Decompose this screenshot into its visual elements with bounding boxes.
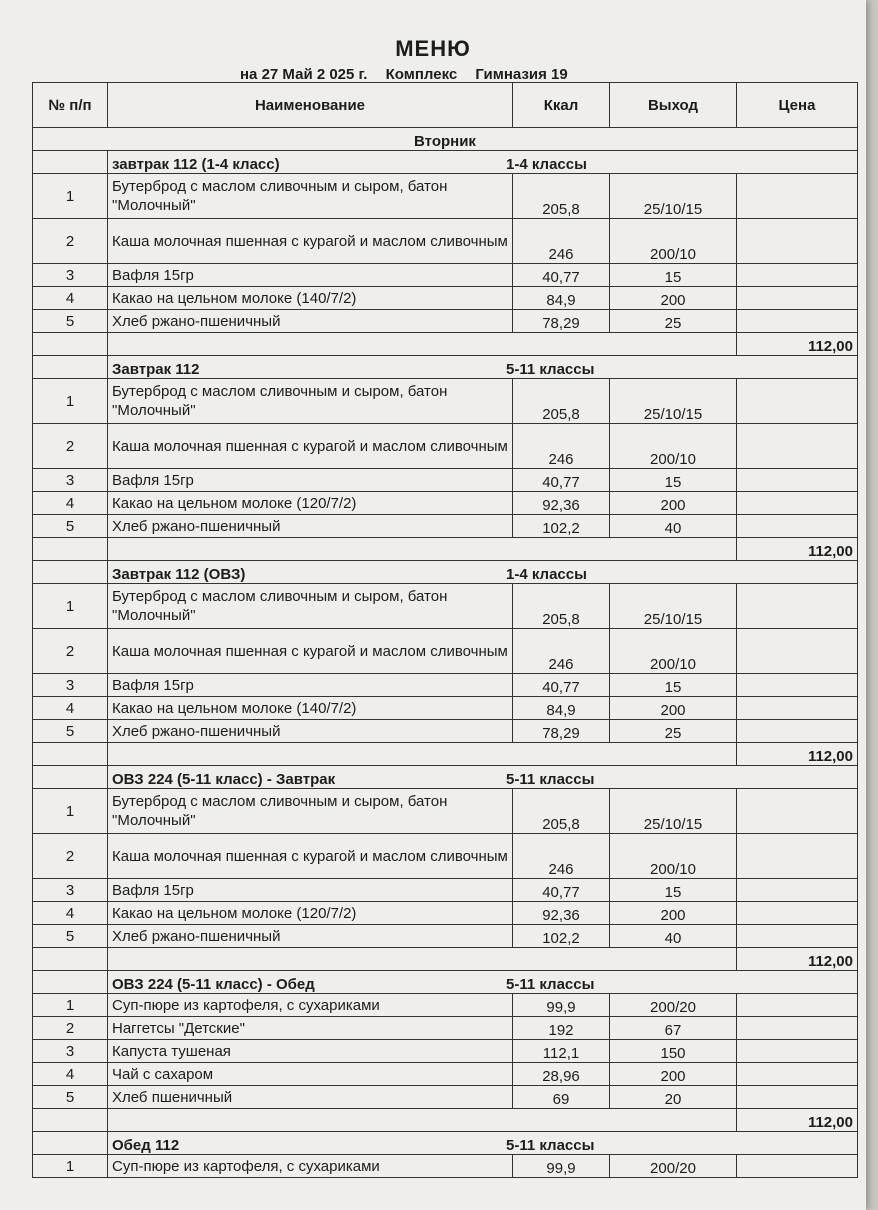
table-row <box>33 902 858 925</box>
item-price <box>737 879 858 902</box>
item-price <box>737 379 858 424</box>
table-row <box>33 310 858 333</box>
item-output: 40 <box>610 515 737 538</box>
item-price <box>737 697 858 720</box>
item-output: 15 <box>610 674 737 697</box>
item-price <box>737 1086 858 1109</box>
table-row <box>33 424 858 469</box>
item-output: 20 <box>610 1086 737 1109</box>
item-kcal: 246 <box>513 219 610 264</box>
item-name: Каша молочная пшенная с курагой и маслом сливочным <box>108 424 513 469</box>
item-price <box>737 994 858 1017</box>
total-empty-cell <box>33 538 108 561</box>
item-number: 3 <box>33 674 108 697</box>
item-price <box>737 674 858 697</box>
item-number: 4 <box>33 697 108 720</box>
total-empty-cell <box>33 743 108 766</box>
item-kcal: 205,8 <box>513 174 610 219</box>
item-number: 5 <box>33 515 108 538</box>
section-total: 112,00 <box>737 538 858 561</box>
section-title-wrap <box>108 361 853 378</box>
page-title: МЕНЮ <box>395 36 471 61</box>
item-price <box>737 492 858 515</box>
item-kcal: 205,8 <box>513 789 610 834</box>
table-row <box>33 379 858 424</box>
total-empty-cell <box>33 948 108 971</box>
table-row <box>33 469 858 492</box>
section-num-cell <box>33 971 108 994</box>
section-grades: 5-11 классы <box>506 1137 595 1154</box>
school-name: Гимназия 19 <box>475 66 568 83</box>
item-name: Бутерброд с маслом сливочным и сыром, батон "Молочный" <box>108 584 513 629</box>
item-price <box>737 902 858 925</box>
section-total-row <box>33 743 858 766</box>
section-grades: 1-4 классы <box>506 156 587 173</box>
item-price <box>737 629 858 674</box>
table-row <box>33 287 858 310</box>
item-output: 200/20 <box>610 994 737 1017</box>
item-name: Какао на цельном молоке (120/7/2) <box>108 492 513 515</box>
item-output: 150 <box>610 1040 737 1063</box>
section-grades: 1-4 классы <box>506 566 587 583</box>
item-number: 5 <box>33 310 108 333</box>
day-row <box>33 128 858 151</box>
menu-table <box>32 82 858 1178</box>
item-name: Вафля 15гр <box>108 264 513 287</box>
section-title-cell <box>108 971 858 994</box>
section-title-cell <box>108 766 858 789</box>
section-title: ОВЗ 224 (5-11 класс) - Завтрак <box>112 771 336 788</box>
section-header-row <box>33 766 858 789</box>
section-num-cell <box>33 356 108 379</box>
item-kcal: 69 <box>513 1086 610 1109</box>
item-name: Бутерброд с маслом сливочным и сыром, батон "Молочный" <box>108 379 513 424</box>
item-number: 4 <box>33 492 108 515</box>
table-row <box>33 1063 858 1086</box>
menu-date: на 27 Май 2 025 г. <box>240 66 368 83</box>
item-price <box>737 515 858 538</box>
section-title-cell <box>108 151 858 174</box>
item-output: 200/10 <box>610 424 737 469</box>
table-row <box>33 264 858 287</box>
item-name: Хлеб ржано-пшеничный <box>108 515 513 538</box>
item-kcal: 92,36 <box>513 492 610 515</box>
section-title-wrap <box>108 156 853 173</box>
item-kcal: 246 <box>513 424 610 469</box>
table-row <box>33 720 858 743</box>
item-name: Бутерброд с маслом сливочным и сыром, батон "Молочный" <box>108 789 513 834</box>
item-price <box>737 834 858 879</box>
section-total-row <box>33 333 858 356</box>
item-output: 25/10/15 <box>610 584 737 629</box>
table-row <box>33 1155 858 1178</box>
item-price <box>737 174 858 219</box>
item-output: 25 <box>610 310 737 333</box>
item-name: Суп-пюре из картофеля, с сухариками <box>108 994 513 1017</box>
col-header-num: № п/п <box>33 83 108 128</box>
item-output: 200/20 <box>610 1155 737 1178</box>
item-kcal: 92,36 <box>513 902 610 925</box>
section-title-wrap <box>108 566 853 583</box>
item-name: Хлеб ржано-пшеничный <box>108 310 513 333</box>
section-num-cell <box>33 1132 108 1155</box>
item-name: Вафля 15гр <box>108 469 513 492</box>
col-header-output: Выход <box>610 83 737 128</box>
item-number: 3 <box>33 879 108 902</box>
item-name: Хлеб ржано-пшеничный <box>108 925 513 948</box>
table-row <box>33 674 858 697</box>
table-row <box>33 584 858 629</box>
item-number: 2 <box>33 834 108 879</box>
section-num-cell <box>33 766 108 789</box>
item-kcal: 78,29 <box>513 310 610 333</box>
section-title: Завтрак 112 <box>112 361 200 378</box>
table-row <box>33 515 858 538</box>
table-row <box>33 925 858 948</box>
item-kcal: 40,77 <box>513 879 610 902</box>
item-number: 4 <box>33 902 108 925</box>
total-spacer-cell <box>108 1109 737 1132</box>
item-number: 1 <box>33 174 108 219</box>
table-row <box>33 174 858 219</box>
item-number: 5 <box>33 720 108 743</box>
item-kcal: 246 <box>513 834 610 879</box>
table-row <box>33 697 858 720</box>
section-title: ОВЗ 224 (5-11 класс) - Обед <box>112 976 315 993</box>
item-price <box>737 469 858 492</box>
menu-body <box>33 128 858 1178</box>
table-row <box>33 219 858 264</box>
item-number: 1 <box>33 584 108 629</box>
item-name: Чай с сахаром <box>108 1063 513 1086</box>
item-kcal: 205,8 <box>513 379 610 424</box>
table-row <box>33 834 858 879</box>
table-row <box>33 1040 858 1063</box>
section-total: 112,00 <box>737 333 858 356</box>
item-price <box>737 1155 858 1178</box>
section-total-row <box>33 948 858 971</box>
item-price <box>737 1017 858 1040</box>
item-number: 3 <box>33 469 108 492</box>
item-kcal: 84,9 <box>513 287 610 310</box>
section-grades: 5-11 классы <box>506 361 595 378</box>
item-number: 5 <box>33 925 108 948</box>
item-name: Какао на цельном молоке (120/7/2) <box>108 902 513 925</box>
section-title: Завтрак 112 (ОВЗ) <box>112 566 246 583</box>
item-output: 200 <box>610 492 737 515</box>
item-price <box>737 310 858 333</box>
item-name: Какао на цельном молоке (140/7/2) <box>108 697 513 720</box>
item-price <box>737 287 858 310</box>
total-spacer-cell <box>108 743 737 766</box>
item-price <box>737 1040 858 1063</box>
item-price <box>737 925 858 948</box>
section-title: Обед 112 <box>112 1137 180 1154</box>
col-header-kcal: Ккал <box>513 83 610 128</box>
menu-subtitle <box>240 66 660 83</box>
total-empty-cell <box>33 1109 108 1132</box>
section-title-cell <box>108 1132 858 1155</box>
item-output: 67 <box>610 1017 737 1040</box>
section-total-row <box>33 538 858 561</box>
item-price <box>737 720 858 743</box>
section-header-row <box>33 561 858 584</box>
section-total: 112,00 <box>737 1109 858 1132</box>
item-output: 25/10/15 <box>610 174 737 219</box>
table-row <box>33 789 858 834</box>
section-title-cell <box>108 561 858 584</box>
item-kcal: 78,29 <box>513 720 610 743</box>
item-output: 40 <box>610 925 737 948</box>
item-number: 1 <box>33 994 108 1017</box>
item-kcal: 246 <box>513 629 610 674</box>
item-price <box>737 584 858 629</box>
item-number: 2 <box>33 1017 108 1040</box>
item-number: 2 <box>33 424 108 469</box>
item-price <box>737 264 858 287</box>
item-output: 15 <box>610 879 737 902</box>
item-price <box>737 219 858 264</box>
section-title: завтрак 112 (1-4 класс) <box>112 156 280 173</box>
table-row <box>33 1017 858 1040</box>
item-output: 15 <box>610 264 737 287</box>
item-kcal: 99,9 <box>513 994 610 1017</box>
item-kcal: 40,77 <box>513 674 610 697</box>
table-row <box>33 629 858 674</box>
section-header-row <box>33 971 858 994</box>
item-name: Каша молочная пшенная с курагой и маслом сливочным <box>108 834 513 879</box>
item-price <box>737 424 858 469</box>
table-row <box>33 492 858 515</box>
item-output: 200 <box>610 697 737 720</box>
item-name: Бутерброд с маслом сливочным и сыром, батон "Молочный" <box>108 174 513 219</box>
section-header-row <box>33 151 858 174</box>
item-kcal: 102,2 <box>513 515 610 538</box>
table-row <box>33 879 858 902</box>
table-row <box>33 994 858 1017</box>
item-output: 200/10 <box>610 629 737 674</box>
section-title-wrap <box>108 1137 853 1154</box>
item-price <box>737 789 858 834</box>
item-kcal: 40,77 <box>513 469 610 492</box>
item-output: 200/10 <box>610 219 737 264</box>
table-row <box>33 1086 858 1109</box>
item-number: 2 <box>33 219 108 264</box>
total-empty-cell <box>33 333 108 356</box>
item-number: 3 <box>33 1040 108 1063</box>
section-title-wrap <box>108 771 853 788</box>
col-header-price: Цена <box>737 83 858 128</box>
item-number: 4 <box>33 287 108 310</box>
item-output: 25/10/15 <box>610 789 737 834</box>
section-header-row <box>33 356 858 379</box>
col-header-name: Наименование <box>108 83 513 128</box>
item-name: Суп-пюре из картофеля, с сухариками <box>108 1155 513 1178</box>
item-price <box>737 1063 858 1086</box>
item-name: Вафля 15гр <box>108 879 513 902</box>
item-output: 25 <box>610 720 737 743</box>
item-number: 4 <box>33 1063 108 1086</box>
item-name: Вафля 15гр <box>108 674 513 697</box>
item-number: 2 <box>33 629 108 674</box>
section-total: 112,00 <box>737 743 858 766</box>
total-spacer-cell <box>108 333 737 356</box>
item-kcal: 28,96 <box>513 1063 610 1086</box>
day-name: Вторник <box>33 128 858 151</box>
item-name: Каша молочная пшенная с курагой и маслом сливочным <box>108 629 513 674</box>
total-spacer-cell <box>108 948 737 971</box>
complex-label: Комплекс <box>385 66 458 83</box>
item-number: 1 <box>33 1155 108 1178</box>
item-name: Каша молочная пшенная с курагой и маслом сливочным <box>108 219 513 264</box>
item-kcal: 102,2 <box>513 925 610 948</box>
section-grades: 5-11 классы <box>506 771 595 788</box>
section-grades: 5-11 классы <box>506 976 595 993</box>
item-output: 15 <box>610 469 737 492</box>
item-output: 200 <box>610 287 737 310</box>
section-title-cell <box>108 356 858 379</box>
section-num-cell <box>33 561 108 584</box>
item-number: 3 <box>33 264 108 287</box>
item-kcal: 112,1 <box>513 1040 610 1063</box>
item-name: Хлеб ржано-пшеничный <box>108 720 513 743</box>
item-output: 200/10 <box>610 834 737 879</box>
item-name: Наггетсы "Детские" <box>108 1017 513 1040</box>
item-kcal: 192 <box>513 1017 610 1040</box>
item-number: 5 <box>33 1086 108 1109</box>
item-kcal: 205,8 <box>513 584 610 629</box>
section-title-wrap <box>108 976 853 993</box>
item-number: 1 <box>33 789 108 834</box>
item-number: 1 <box>33 379 108 424</box>
section-total: 112,00 <box>737 948 858 971</box>
item-output: 200 <box>610 1063 737 1086</box>
item-name: Капуста тушеная <box>108 1040 513 1063</box>
item-kcal: 84,9 <box>513 697 610 720</box>
section-total-row <box>33 1109 858 1132</box>
section-num-cell <box>33 151 108 174</box>
item-output: 200 <box>610 902 737 925</box>
item-output: 25/10/15 <box>610 379 737 424</box>
total-spacer-cell <box>108 538 737 561</box>
item-name: Какао на цельном молоке (140/7/2) <box>108 287 513 310</box>
item-kcal: 99,9 <box>513 1155 610 1178</box>
item-kcal: 40,77 <box>513 264 610 287</box>
item-name: Хлеб пшеничный <box>108 1086 513 1109</box>
header-row <box>33 83 858 128</box>
section-header-row <box>33 1132 858 1155</box>
